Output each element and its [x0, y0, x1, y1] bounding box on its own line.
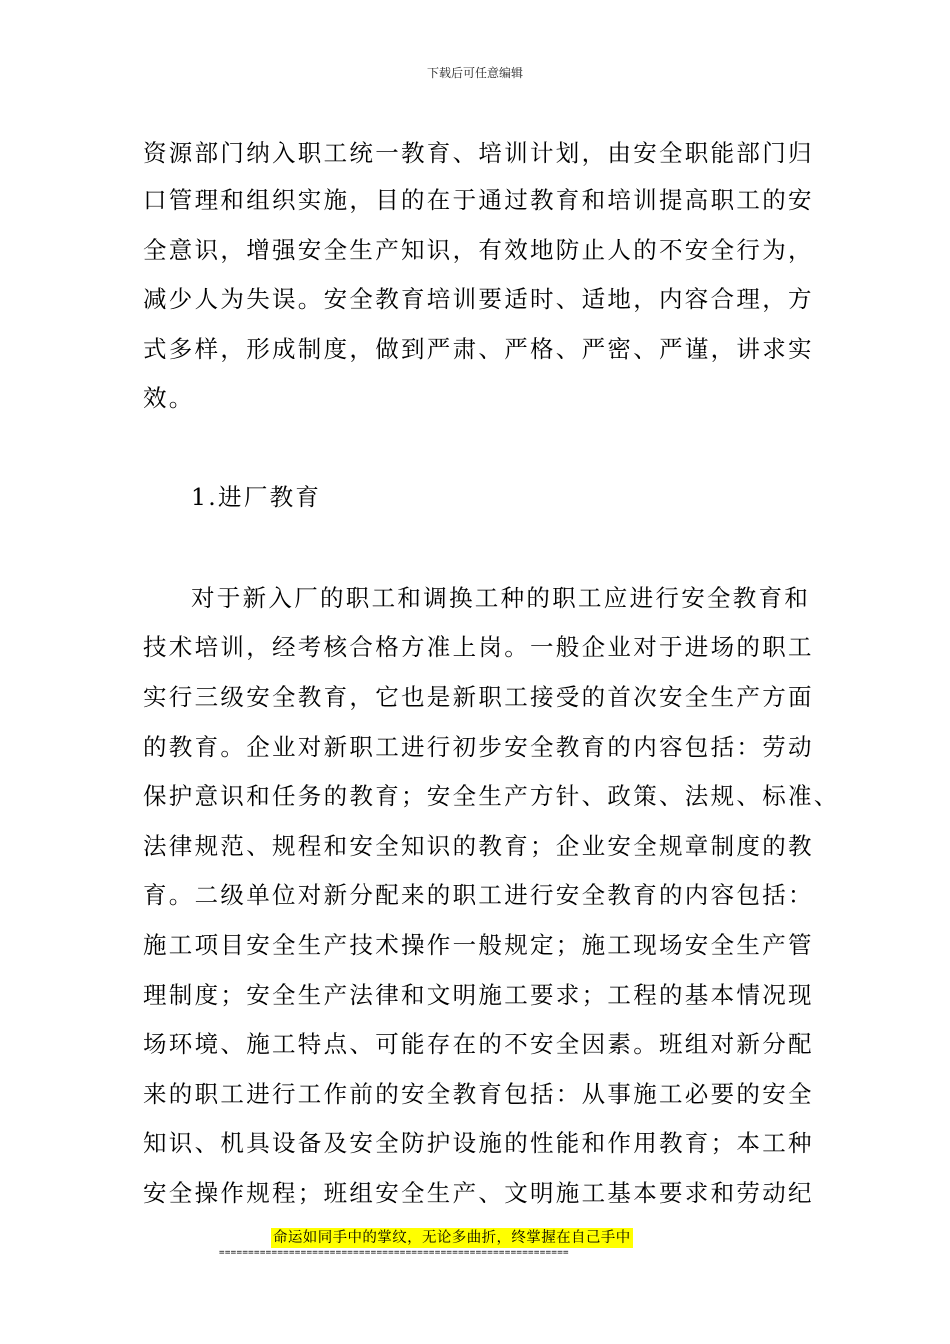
text-line: 育。二级单位对新分配来的职工进行安全教育的内容包括：: [143, 881, 814, 909]
text-line: 效。: [143, 384, 195, 412]
text-line: 安全操作规程；班组安全生产、文明施工基本要求和劳动纪: [143, 1179, 814, 1207]
footer-rule: ============================================================: [219, 1247, 569, 1258]
text-line: 知识、机具设备及安全防护设施的性能和作用教育；本工种: [143, 1129, 814, 1157]
text-line: 理制度；安全生产法律和文明施工要求；工程的基本情况现: [143, 981, 814, 1009]
text-line: 全意识，增强安全生产知识，有效地防止人的不安全行为，: [143, 236, 814, 264]
text-line: 口管理和组织实施，目的在于通过教育和培训提高职工的安: [143, 186, 814, 214]
text-line: 场环境、施工特点、可能存在的不安全因素。班组对新分配: [143, 1030, 814, 1058]
text-line: 技术培训，经考核合格方准上岗。一般企业对于进场的职工: [143, 633, 814, 661]
text-line: 的教育。企业对新职工进行初步安全教育的内容包括：劳动: [143, 733, 814, 761]
text-line: 法律规范、规程和安全知识的教育；企业安全规章制度的教: [143, 832, 814, 860]
text-line: 实行三级安全教育，它也是新职工接受的首次安全生产方面: [143, 683, 814, 711]
text-line: 对于新入厂的职工和调换工种的职工应进行安全教育和: [191, 584, 811, 612]
text-line: 式多样，形成制度，做到严肃、严格、严密、严谨，讲求实: [143, 335, 814, 363]
text-line: 减少人为失误。安全教育培训要适时、适地，内容合理，方: [143, 285, 814, 313]
section-heading: 1.进厂教育: [191, 483, 322, 511]
text-line: 来的职工进行工作前的安全教育包括：从事施工必要的安全: [143, 1080, 814, 1108]
text-line: 保护意识和任务的教育；安全生产方针、政策、法规、标准、: [143, 782, 840, 810]
text-line: 施工项目安全生产技术操作一般规定；施工现场安全生产管: [143, 931, 814, 959]
text-line: 资源部门纳入职工统一教育、培训计划，由安全职能部门归: [143, 139, 814, 167]
header-note: 下载后可任意编辑: [426, 66, 523, 80]
footer-motto: 命运如同手中的掌纹，无论多曲折，终掌握在自己手中: [273, 1230, 631, 1246]
